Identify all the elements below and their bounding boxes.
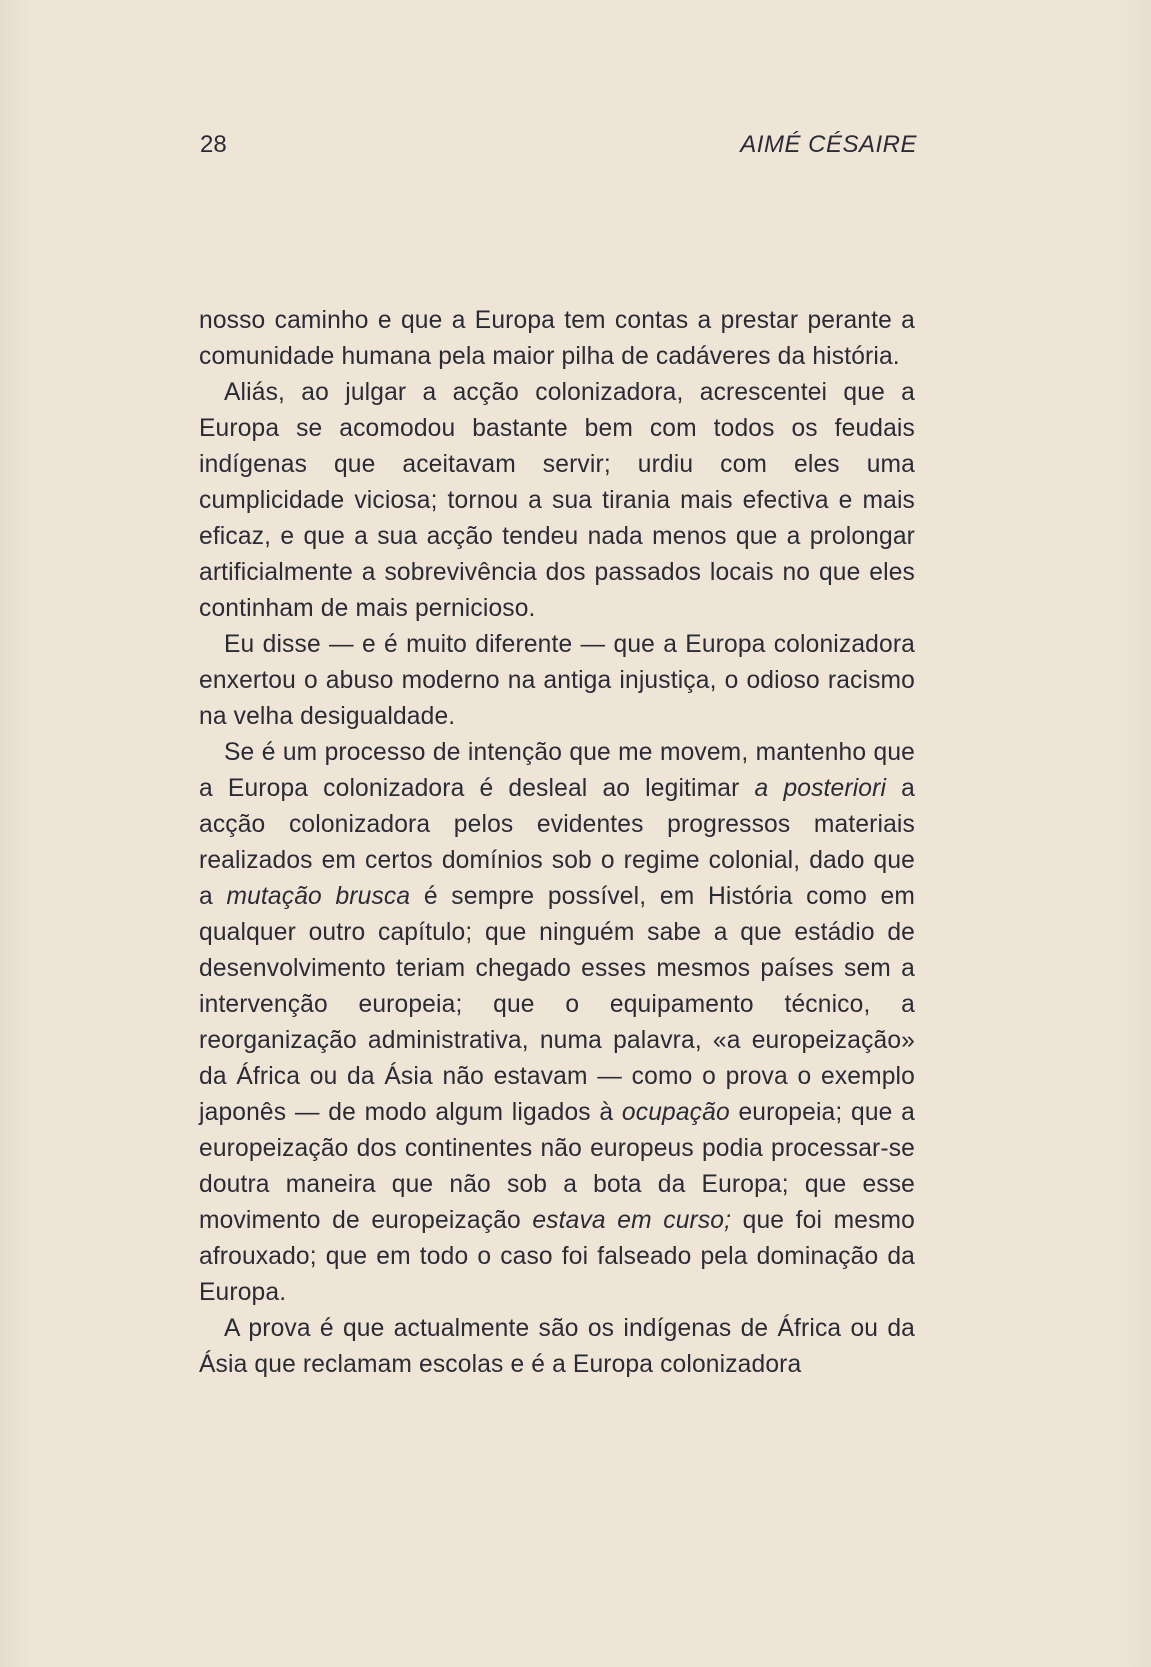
text-run: que foi mesmo afrouxado; que em todo o caso foi falseado pela dominação da Europa. (199, 1207, 915, 1306)
text-run: a acção colonizadora pelos evidentes progressos materiais realizados em certos domínios sob o regime colonial, dado que a (199, 775, 915, 910)
paragraph (199, 375, 915, 627)
page-header (200, 128, 917, 162)
body-text (199, 303, 915, 1383)
text-run: é sempre possível, em História como em qualquer outro capítulo; que ninguém sabe a que estádio de desenvolvimento teriam chegado esses mesmos países sem a intervenção europeia; que o equipamento técnico, a reorganização administrativa, numa palavra, «a europeização» da África ou da Ásia não estavam — como o prova o exemplo japonês — de modo algum ligados à (199, 883, 915, 1126)
paragraph (199, 627, 915, 735)
paragraph (199, 735, 915, 1311)
text-run: europeia; que a europeização dos continentes não europeus podia processar-se doutra maneira que não sob a bota da Europa; que esse movimento de europeização (199, 1099, 916, 1234)
paragraph (199, 303, 915, 375)
text-run: Aliás, ao julgar a acção colonizadora, acrescentei que a Europa se acomodou bastante bem com todos os feudais indígenas que aceitavam servir; urdiu com eles uma cumplicidade viciosa; tornou a sua tirania mais efectiva e mais eficaz, e que a sua acção tendeu nada menos que a prolongar artificialmente a sobrevivência dos passados locais no que eles continham de mais pernicioso. (199, 379, 915, 622)
running-head: AIMÉ CÉSAIRE (740, 131, 917, 158)
paragraph (199, 1311, 915, 1383)
page-number: 28 (200, 131, 227, 158)
text-run: Se é um processo de intenção que me movem, mantenho que a Europa colonizadora é desleal ao legitimar (199, 739, 915, 802)
text-run: A prova é que actualmente são os indígenas de África ou da Ásia que reclamam escolas e é a Europa colonizadora (199, 1315, 915, 1378)
italic-text-run: a posteriori (754, 775, 887, 802)
italic-text-run: ocupação (621, 1099, 730, 1126)
text-run: nosso caminho e que a Europa tem contas a prestar perante a comunidade humana pela maior pilha de cadáveres da história. (199, 307, 915, 370)
italic-text-run: mutação brusca (226, 883, 411, 910)
italic-text-run: estava em curso; (532, 1207, 732, 1234)
text-run: Eu disse — e é muito diferente — que a Europa colonizadora enxertou o abuso moderno na antiga injustiça, o odioso racismo na velha desigualdade. (199, 631, 915, 730)
